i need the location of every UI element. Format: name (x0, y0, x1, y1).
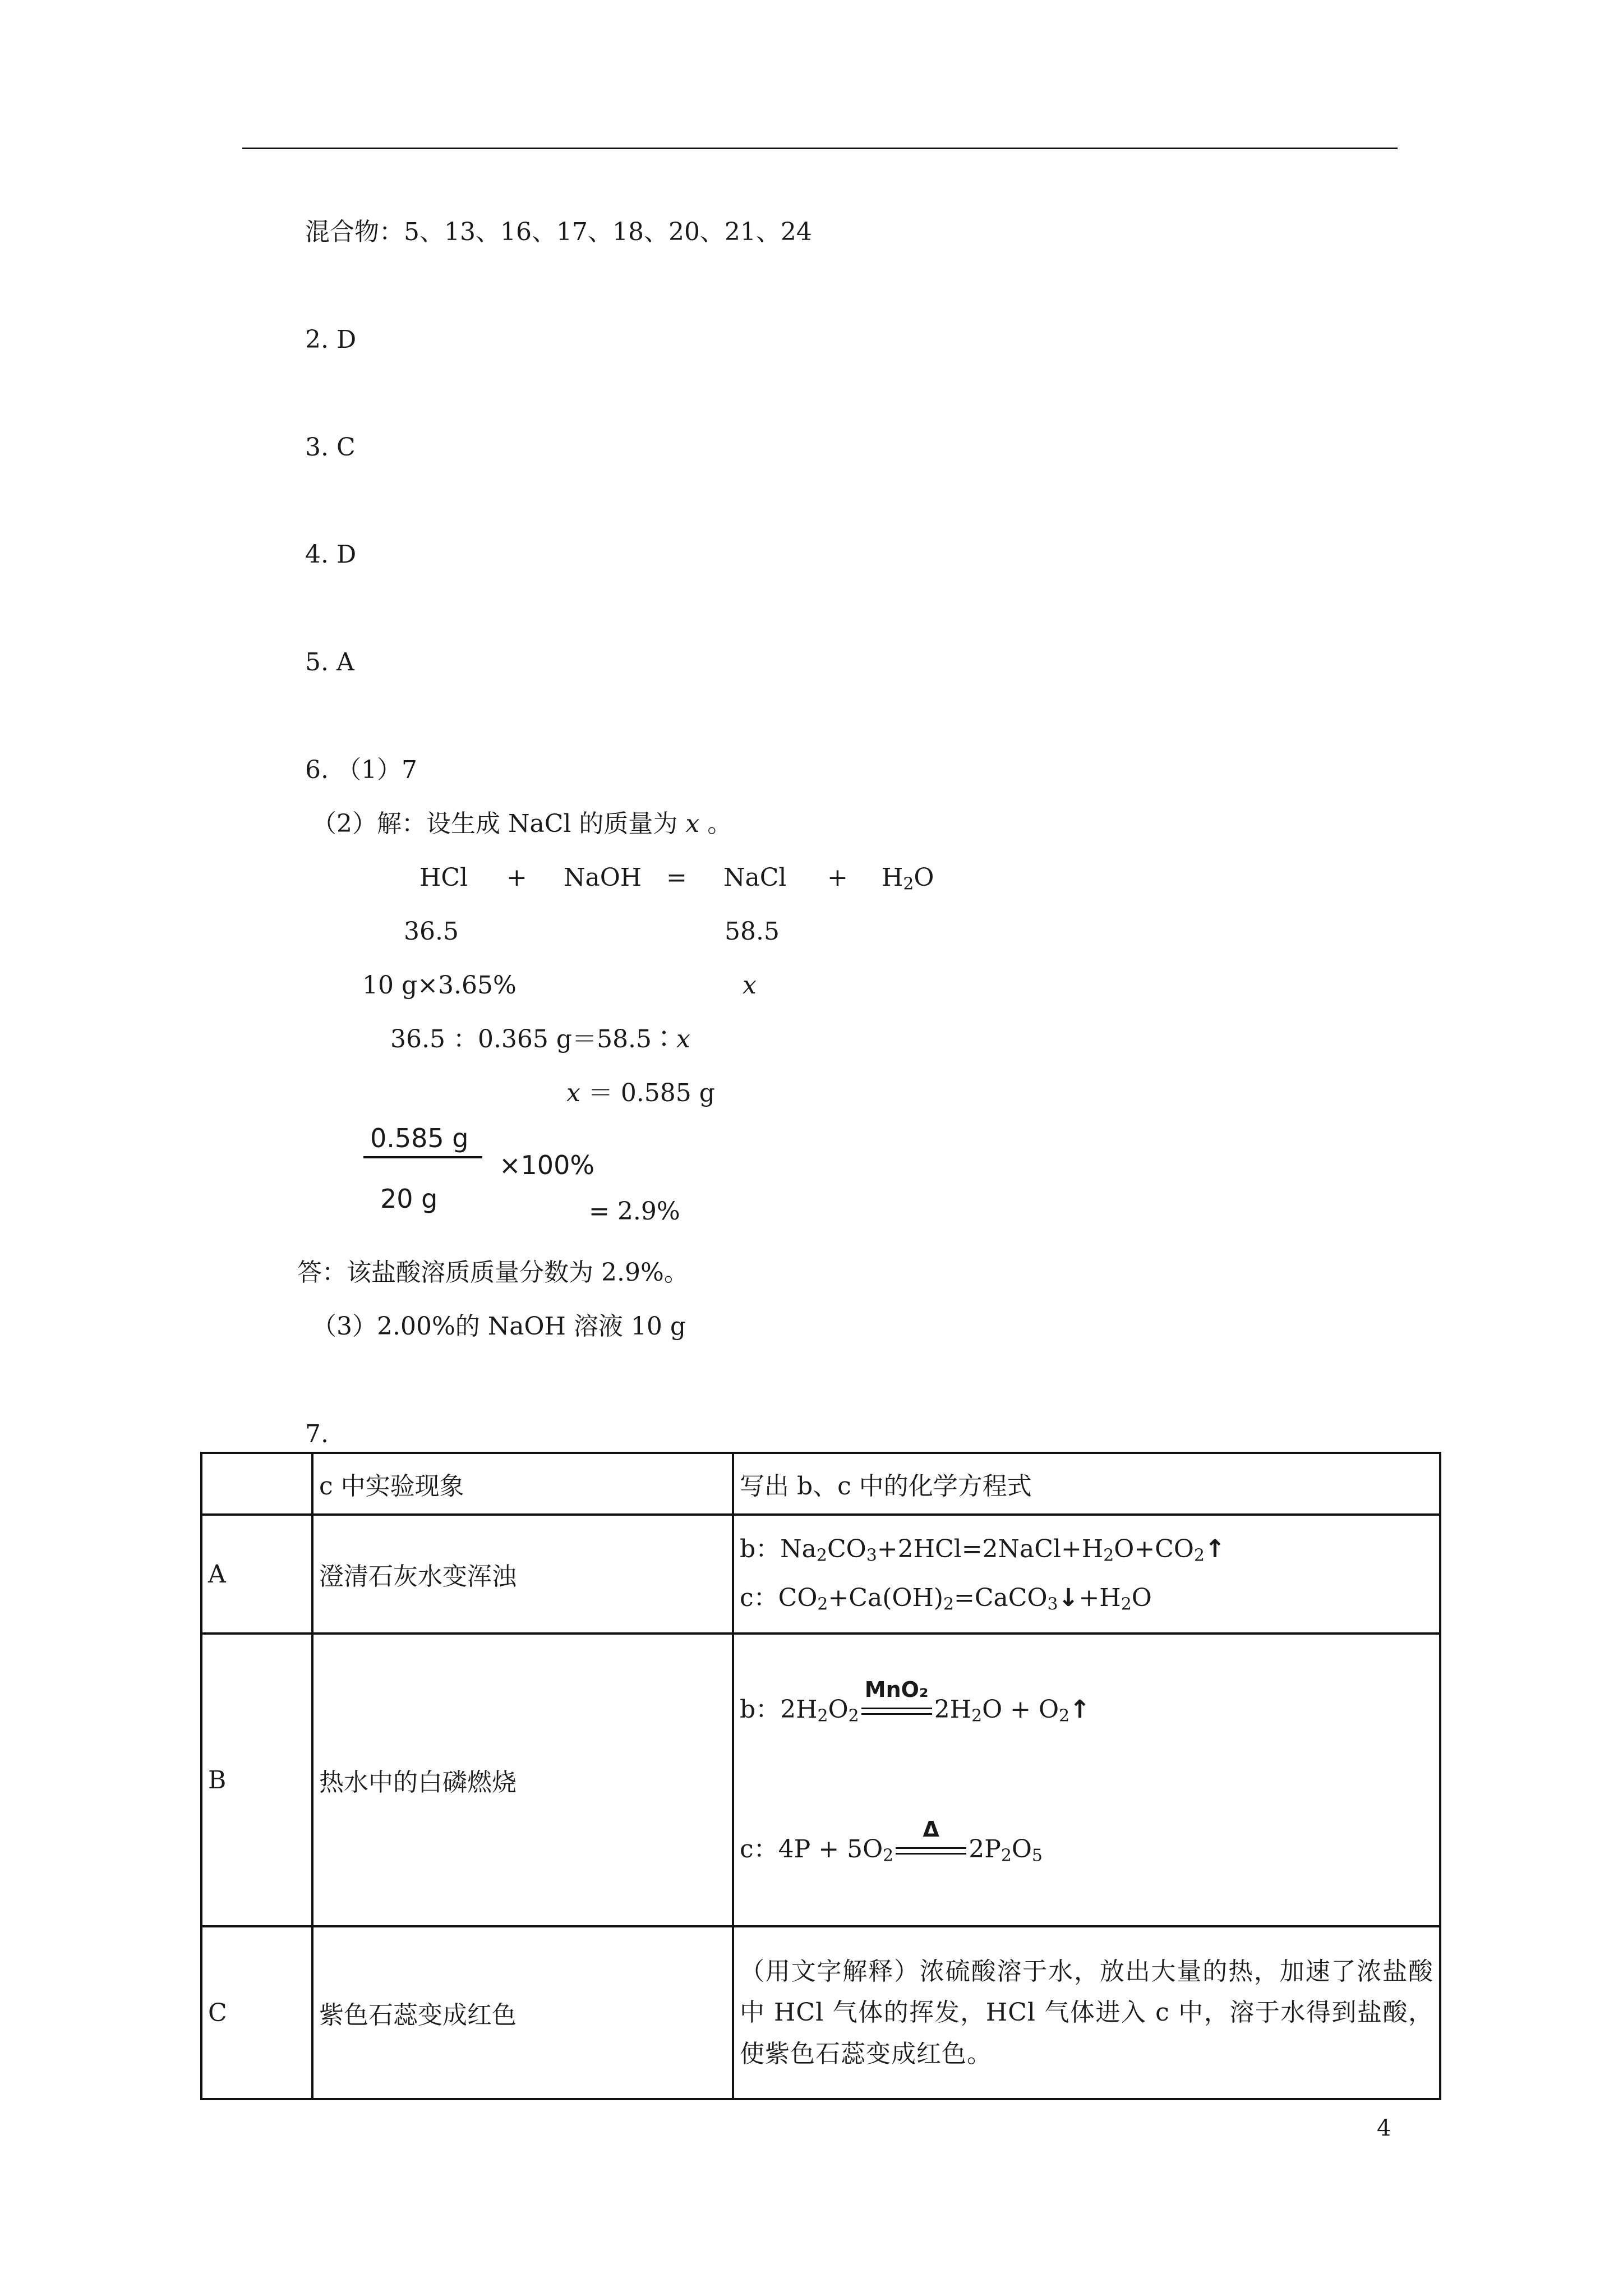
answer-4: 4. D (305, 540, 357, 569)
given-mass: 10 g×3.65% (362, 971, 517, 1000)
answer-statement: 答：该盐酸溶质质量分数为 2.9%。 (297, 1258, 689, 1287)
gas-up-arrow-icon: ↑ (1069, 1695, 1090, 1724)
eq-sub: 2 (817, 1594, 828, 1614)
eq-plus-1: + (506, 863, 527, 892)
heat-triangle-icon: Δ (923, 1816, 939, 1842)
header-cell-phenomenon: c 中实验现象 (312, 1453, 733, 1515)
equation-c-a (740, 1584, 1433, 1613)
double-bar-top (896, 1847, 966, 1849)
answer-6-part1: 6. （1）7 (305, 756, 417, 784)
eq-sub: 3 (866, 1545, 877, 1566)
answer-6-part2-setup (312, 809, 732, 838)
setup-end: 。 (707, 809, 732, 838)
eq-part: +H (1078, 1584, 1121, 1612)
eq-part: +2HCl=2NaCl+H (877, 1535, 1104, 1564)
double-bar-bottom (861, 1713, 932, 1715)
equation-b-b (740, 1677, 1433, 1726)
answer-3: 3. C (305, 433, 356, 462)
eq-part: 2H (780, 1695, 818, 1724)
header-cell-empty (201, 1453, 312, 1515)
eq-prefix-b: b： (740, 1695, 781, 1724)
ratio-line (390, 1027, 690, 1052)
explanation-text: （用文字解释）浓硫酸溶于水，放出大量的热，加速了浓盐酸中 HCl 气体的挥发，HCl 气体进入 c 中，溶于水得到盐酸，使紫色石蕊变成红色。 (740, 1957, 1433, 2068)
eq-sub: 5 (1031, 1846, 1043, 1866)
row-phenomenon-a: 澄清石灰水变浑浊 (312, 1515, 733, 1634)
unknown-x: x (743, 971, 757, 1000)
eq-part: O (1131, 1584, 1152, 1612)
table-row (201, 1515, 1440, 1634)
molar-mass-nacl: 58.5 (725, 917, 780, 946)
eq-part: 4P + 5O (778, 1835, 883, 1864)
mixtures-line: 混合物：5、13、16、17、18、20、21、24 (305, 218, 812, 246)
eq-equals: = (666, 863, 687, 892)
header-cell-equation: 写出 b、c 中的化学方程式 (733, 1453, 1440, 1515)
eq-part: Na (780, 1535, 817, 1564)
eq-h2o-sub: 2 (903, 874, 914, 894)
setup-variable: x (685, 809, 700, 838)
eq-part: 2H (934, 1695, 972, 1724)
eq-nacl: NaCl (723, 863, 787, 892)
eq-sub: 2 (816, 1545, 827, 1566)
fraction-numerator: 0.585 g (370, 1123, 469, 1153)
eq-part: =CaCO (954, 1584, 1048, 1612)
result-line (566, 1081, 715, 1106)
row-label-a: A (201, 1515, 312, 1634)
answer-7-label: 7. (305, 1420, 329, 1448)
experiment-table (200, 1452, 1441, 2100)
double-bar-bottom (896, 1853, 966, 1855)
eq-h2o-h: H (882, 863, 903, 892)
eq-naoh: NaOH (564, 863, 642, 892)
eq-h2o-o: O (914, 863, 934, 892)
table-header-row (201, 1453, 1440, 1515)
result-value: ＝ 0.585 g (588, 1079, 715, 1107)
eq-part: CO (827, 1535, 866, 1564)
eq-h2o (882, 863, 934, 894)
row-explanation-c (733, 1926, 1440, 2099)
fraction-multiplier: ×100% (499, 1150, 595, 1180)
equation-c-b (740, 1816, 1433, 1866)
eq-part: O (828, 1695, 849, 1724)
eq-sub: 2 (1121, 1594, 1132, 1614)
row-label-c: C (201, 1926, 312, 2099)
eq-prefix-b: b： (740, 1535, 781, 1564)
eq-sub: 2 (1000, 1846, 1012, 1866)
table-row (201, 1634, 1440, 1926)
eq-part: CO (778, 1584, 818, 1612)
answer-6-part3: （3）2.00%的 NaOH 溶液 10 g (312, 1312, 686, 1341)
eq-sub: 2 (817, 1706, 828, 1726)
setup-text: （2）解：设生成 NaCl 的质量为 (312, 809, 678, 838)
eq-sub: 2 (1059, 1706, 1070, 1726)
eq-sub: 2 (883, 1846, 894, 1866)
eq-part: O (1011, 1835, 1032, 1864)
eq-part: O + O (982, 1695, 1059, 1724)
row-phenomenon-c: 紫色石蕊变成红色 (312, 1926, 733, 2099)
eq-part: +Ca(OH) (828, 1584, 943, 1612)
double-bar-top (861, 1708, 932, 1709)
fraction-bar (363, 1156, 482, 1158)
catalyst-condition (861, 1677, 932, 1720)
eq-plus-2: + (827, 863, 848, 892)
table-row (201, 1926, 1440, 2099)
eq-sub: 2 (1103, 1545, 1114, 1566)
ratio-x: x (676, 1025, 690, 1053)
eq-sub: 2 (943, 1594, 955, 1614)
eq-hcl: HCl (419, 863, 468, 892)
fraction-result: = 2.9% (589, 1197, 680, 1226)
row-label-b: B (201, 1634, 312, 1926)
eq-sub: 2 (848, 1706, 859, 1726)
molar-mass-hcl: 36.5 (404, 917, 459, 946)
page-number: 4 (1377, 2115, 1391, 2141)
answer-2: 2. D (305, 325, 357, 354)
equation-b-a (740, 1535, 1433, 1565)
eq-prefix-c: c： (740, 1835, 778, 1864)
fraction-denominator: 20 g (380, 1184, 438, 1214)
row-phenomenon-b: 热水中的白磷燃烧 (312, 1634, 733, 1926)
eq-sub: 2 (1193, 1545, 1205, 1566)
eq-part: 2P (969, 1835, 1001, 1864)
gas-up-arrow-icon: ↑ (1205, 1535, 1225, 1564)
header-rule (242, 148, 1398, 149)
eq-part: O+CO (1114, 1535, 1194, 1564)
precipitate-down-arrow-icon: ↓ (1058, 1584, 1079, 1612)
row-equations-a (733, 1515, 1440, 1634)
catalyst-label: MnO₂ (864, 1677, 929, 1702)
eq-prefix-c: c： (740, 1584, 778, 1612)
row-equations-b (733, 1634, 1440, 1926)
ratio-text: 36.5 ：0.365 g＝58.5∶ (390, 1025, 677, 1053)
result-x: x (566, 1079, 580, 1107)
heat-condition (896, 1816, 966, 1860)
eq-sub: 2 (971, 1706, 983, 1726)
eq-sub: 3 (1047, 1594, 1058, 1614)
answer-5: 5. A (305, 648, 354, 677)
